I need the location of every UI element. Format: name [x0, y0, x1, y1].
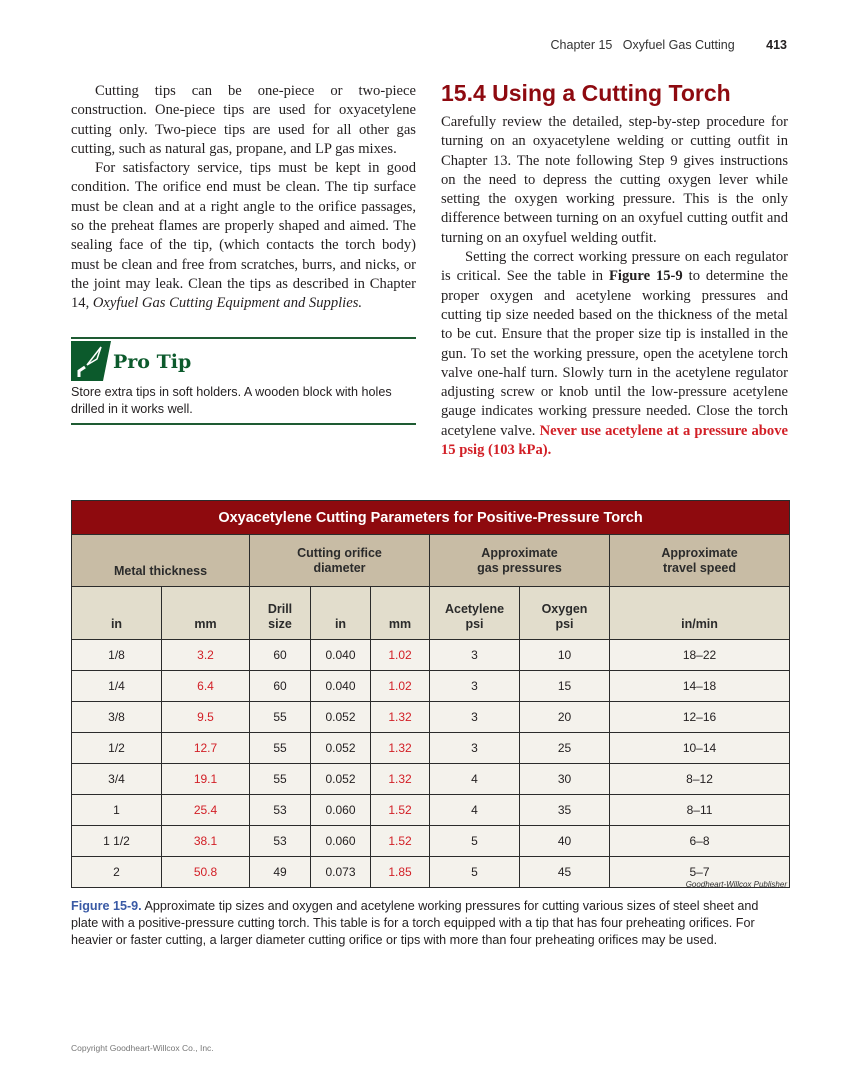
table-cell: 3/8: [72, 702, 162, 733]
table-cell: 0.060: [311, 826, 371, 857]
table-cell: 1/8: [72, 640, 162, 671]
column-header: in/min: [610, 587, 790, 640]
column-header: in: [72, 587, 162, 640]
table-cell: 40: [520, 826, 610, 857]
table-cell: 60: [250, 640, 311, 671]
table-cell: 5–7: [610, 857, 790, 888]
group-header: Metal thickness: [72, 535, 250, 587]
table-cell: 0.052: [311, 764, 371, 795]
image-credit: Goodheart-Willcox Publisher: [685, 880, 787, 889]
table-cell: 5: [430, 857, 520, 888]
table-cell: 1/4: [72, 671, 162, 702]
pro-tip-box: [71, 337, 416, 425]
table-cell: 2: [72, 857, 162, 888]
table-cell: 9.5: [162, 702, 250, 733]
group-header: Cutting orifice diameter: [250, 535, 430, 587]
table-row: [72, 733, 790, 764]
table-title: Oxyacetylene Cutting Parameters for Positive-Pressure Torch: [72, 501, 790, 535]
table-cell: 0.073: [311, 857, 371, 888]
table-cell: 10: [520, 640, 610, 671]
table-cell: 1.02: [371, 671, 430, 702]
table-cell: 55: [250, 702, 311, 733]
right-column: [441, 113, 788, 460]
paragraph: Carefully review the detailed, step-by-step procedure for turning on an oxyacetylene welding or cutting outfit in Chapter 13. The note following Step 9 gives instructions on the need to depress the cutting oxygen lever while setting the oxygen working pressure. This is the only difference between turning on an oxyfuel cutting outfit and turning on an oxyfuel welding outfit.: [441, 114, 788, 246]
table-row: [72, 640, 790, 671]
table-cell: 8–12: [610, 764, 790, 795]
table-cell: 53: [250, 826, 311, 857]
paragraph: Setting the correct working pressure on each regulator is critical. See the table in Figure 15-9 to determine the proper oxygen and acetylene working pressures and cutting tip size needed based on the thickness of the metal to be cut. Ensure that the proper size tip is installed in the gun. To set the working pressure, open the acetylene torch valve one-half turn. Slowly turn in the acetylene regulator adjusting screw or knob until the low-pressure acetylene gauge indicates working pressure needed. Close the torch acetylene valve. Never use acetylene at a pressure above 15 psig (103 kPa).: [441, 249, 788, 459]
table-cell: 30: [520, 764, 610, 795]
table-row: [72, 671, 790, 702]
pro-tip-title: Pro Tip: [113, 351, 192, 373]
table-cell: 12.7: [162, 733, 250, 764]
table-cell: 20: [520, 702, 610, 733]
figure-label: Figure 15-9.: [71, 899, 142, 913]
paragraph: Cutting tips can be one-piece or two-piece construction. One-piece tips are used for oxyacetylene cutting only. Two-piece tips are used for all other gas cutting, such as natural gas, propane, and LP gas mixes.: [71, 83, 416, 157]
table-cell: 1.32: [371, 733, 430, 764]
copyright: Copyright Goodheart-Willcox Co., Inc.: [71, 1043, 214, 1053]
figure-caption: Figure 15-9. Approximate tip sizes and oxygen and acetylene working pressures for cutting various sizes of steel sheet and plate with a positive-pressure cutting torch. This table is for a torch equipped with a tip that has four preheating orifices. For heavier or faster cutting, a larger diameter cutting orifice or tips with more than four preheating orifices may be used.: [71, 899, 759, 947]
group-header: Approximate gas pressures: [430, 535, 610, 587]
table-cell: 1.85: [371, 857, 430, 888]
table-cell: 3.2: [162, 640, 250, 671]
table-cell: 3: [430, 640, 520, 671]
table-cell: 0.052: [311, 733, 371, 764]
chapter-label: Chapter 15 Oxyfuel Gas Cutting: [550, 38, 735, 52]
table-cell: 6–8: [610, 826, 790, 857]
table-cell: 1.32: [371, 702, 430, 733]
table-cell: 0.040: [311, 671, 371, 702]
table-cell: 6.4: [162, 671, 250, 702]
running-header: [551, 38, 787, 52]
table-cell: 14–18: [610, 671, 790, 702]
table-cell: 55: [250, 733, 311, 764]
table-cell: 60: [250, 671, 311, 702]
table-cell: 1.02: [371, 640, 430, 671]
table-cell: 0.060: [311, 795, 371, 826]
table-cell: 3: [430, 671, 520, 702]
table-cell: 0.052: [311, 702, 371, 733]
group-header: Approximate travel speed: [610, 535, 790, 587]
warning-text: Never use acetylene at a pressure above 15 psig (103 kPa).: [441, 422, 788, 459]
table-cell: 25.4: [162, 795, 250, 826]
figure-reference: Figure 15-9: [608, 268, 683, 285]
column-header: Drill size: [250, 587, 311, 640]
column-header: in: [311, 587, 371, 640]
table-cell: 49: [250, 857, 311, 888]
table-cell: 15: [520, 671, 610, 702]
table-cell: 1/2: [72, 733, 162, 764]
table-row: [72, 857, 790, 888]
table-row: [72, 702, 790, 733]
pro-tip-text: Store extra tips in soft holders. A wooden block with holes drilled in it works well.: [71, 385, 392, 416]
table-cell: 35: [520, 795, 610, 826]
chapter-reference: Oxyfuel Gas Cutting Equipment and Supplies.: [92, 295, 363, 312]
table-cell: 38.1: [162, 826, 250, 857]
table-cell: 5: [430, 826, 520, 857]
table-cell: 4: [430, 764, 520, 795]
table-cell: 8–11: [610, 795, 790, 826]
table-cell: 1.52: [371, 795, 430, 826]
table-cell: 55: [250, 764, 311, 795]
table-cell: 1.32: [371, 764, 430, 795]
left-column: [71, 82, 416, 314]
table-cell: 18–22: [610, 640, 790, 671]
table-cell: 19.1: [162, 764, 250, 795]
table-cell: 3: [430, 702, 520, 733]
table-cell: 45: [520, 857, 610, 888]
cutting-parameters-table: [71, 500, 790, 888]
table-row: [72, 764, 790, 795]
table-cell: 53: [250, 795, 311, 826]
table-cell: 4: [430, 795, 520, 826]
column-header: Acetylene psi: [430, 587, 520, 640]
table-row: [72, 795, 790, 826]
column-header: Oxygen psi: [520, 587, 610, 640]
section-heading: 15.4 Using a Cutting Torch: [441, 80, 731, 106]
table-cell: 1: [72, 795, 162, 826]
table-cell: 50.8: [162, 857, 250, 888]
table-cell: 0.040: [311, 640, 371, 671]
torch-icon: [71, 341, 111, 381]
table-cell: 25: [520, 733, 610, 764]
table-cell: 3: [430, 733, 520, 764]
table-cell: 12–16: [610, 702, 790, 733]
column-header: mm: [162, 587, 250, 640]
page-number: 413: [766, 38, 787, 52]
paragraph: For satisfactory service, tips must be kept in good condition. The orifice end must be clean. The tip surface must be clean and at a right angle to the orifice passages, so the preheat flames are properly shaped and aimed. The sealing face of the tip, (which contacts the torch body) must be clean and free from scratches, burrs, and nicks, or the joint may leak. Clean the tips as described in Chapter 14, Oxyfuel Gas Cutting Equipment and Supplies.: [71, 160, 416, 312]
table-cell: 1 1/2: [72, 826, 162, 857]
table-cell: 10–14: [610, 733, 790, 764]
table-row: [72, 826, 790, 857]
table-cell: 1.52: [371, 826, 430, 857]
column-header: mm: [371, 587, 430, 640]
table-cell: 3/4: [72, 764, 162, 795]
